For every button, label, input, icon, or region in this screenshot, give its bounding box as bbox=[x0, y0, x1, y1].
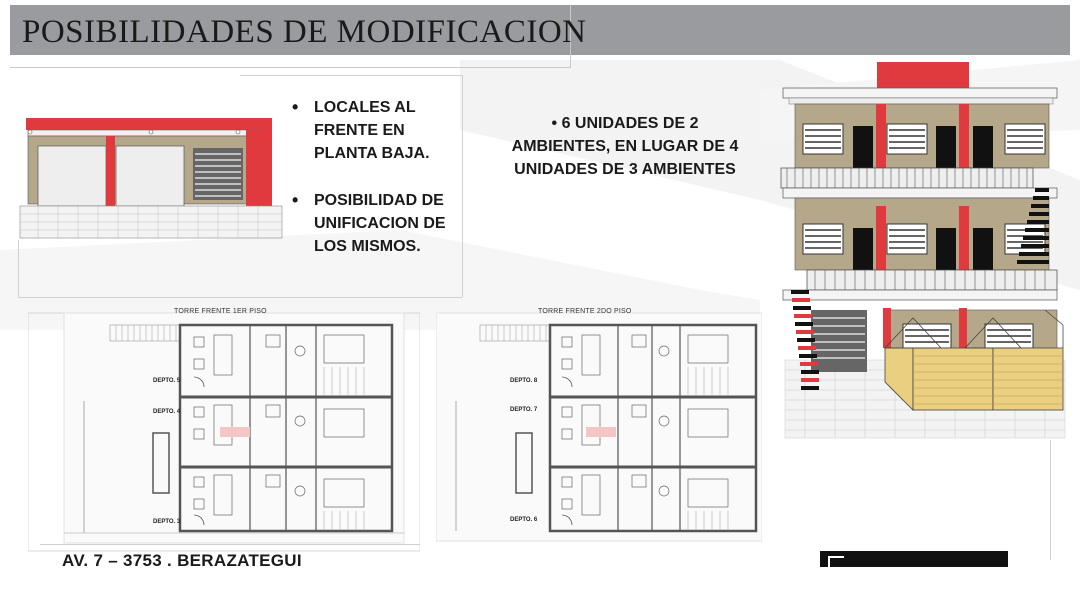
building-facade-drawing bbox=[775, 60, 1075, 440]
bullet-locales: • LOCALES AL FRENTE EN PLANTA BAJA. bbox=[290, 96, 465, 165]
panel-frame-top bbox=[240, 75, 462, 76]
floor-plan-1-unit-label: DEPTO. 4 bbox=[153, 409, 181, 415]
floor-plan-2-unit-label: DEPTO. 8 bbox=[510, 378, 538, 384]
panel-frame-bottom bbox=[18, 297, 462, 298]
bottom-strip bbox=[0, 568, 1080, 596]
floor-plan-2 bbox=[436, 305, 762, 545]
panel-frame-left bbox=[18, 240, 19, 298]
bullet-unidades: • 6 UNIDADES DE 2 AMBIENTES, EN LUGAR DE 4 UNIDADES DE 3 AMBIENTES bbox=[511, 115, 739, 178]
address-text: AV. 7 – 3753 . BERAZATEGUI bbox=[62, 551, 302, 568]
corner-black-block bbox=[820, 551, 1008, 567]
address-underline bbox=[40, 544, 420, 545]
left-bullet-list bbox=[290, 96, 465, 258]
panel-frame-right-plans bbox=[1050, 440, 1051, 560]
floor-plan-2-drawing bbox=[436, 305, 762, 545]
floor-plan-2-unit-label: DEPTO. 7 bbox=[510, 407, 538, 413]
floor-plan-2-title: TORRE FRENTE 2DO PISO bbox=[538, 308, 632, 315]
bullet-unificacion: • POSIBILIDAD DE UNIFICACION DE LOS MISMOS. bbox=[290, 189, 465, 258]
floor-plan-1-title: TORRE FRENTE 1ER PISO bbox=[174, 308, 267, 315]
storefront-elevation-drawing bbox=[18, 110, 288, 240]
floor-plan-1-unit-label: DEPTO. 3 bbox=[153, 519, 181, 525]
floor-plan-1 bbox=[28, 305, 420, 555]
floor-plan-1-unit-label: DEPTO. 5 bbox=[153, 378, 181, 384]
floor-plan-2-unit-label: DEPTO. 6 bbox=[510, 517, 538, 523]
page-title: POSIBILIDADES DE MODIFICACION bbox=[22, 14, 587, 50]
floor-plan-1-drawing bbox=[28, 305, 420, 555]
